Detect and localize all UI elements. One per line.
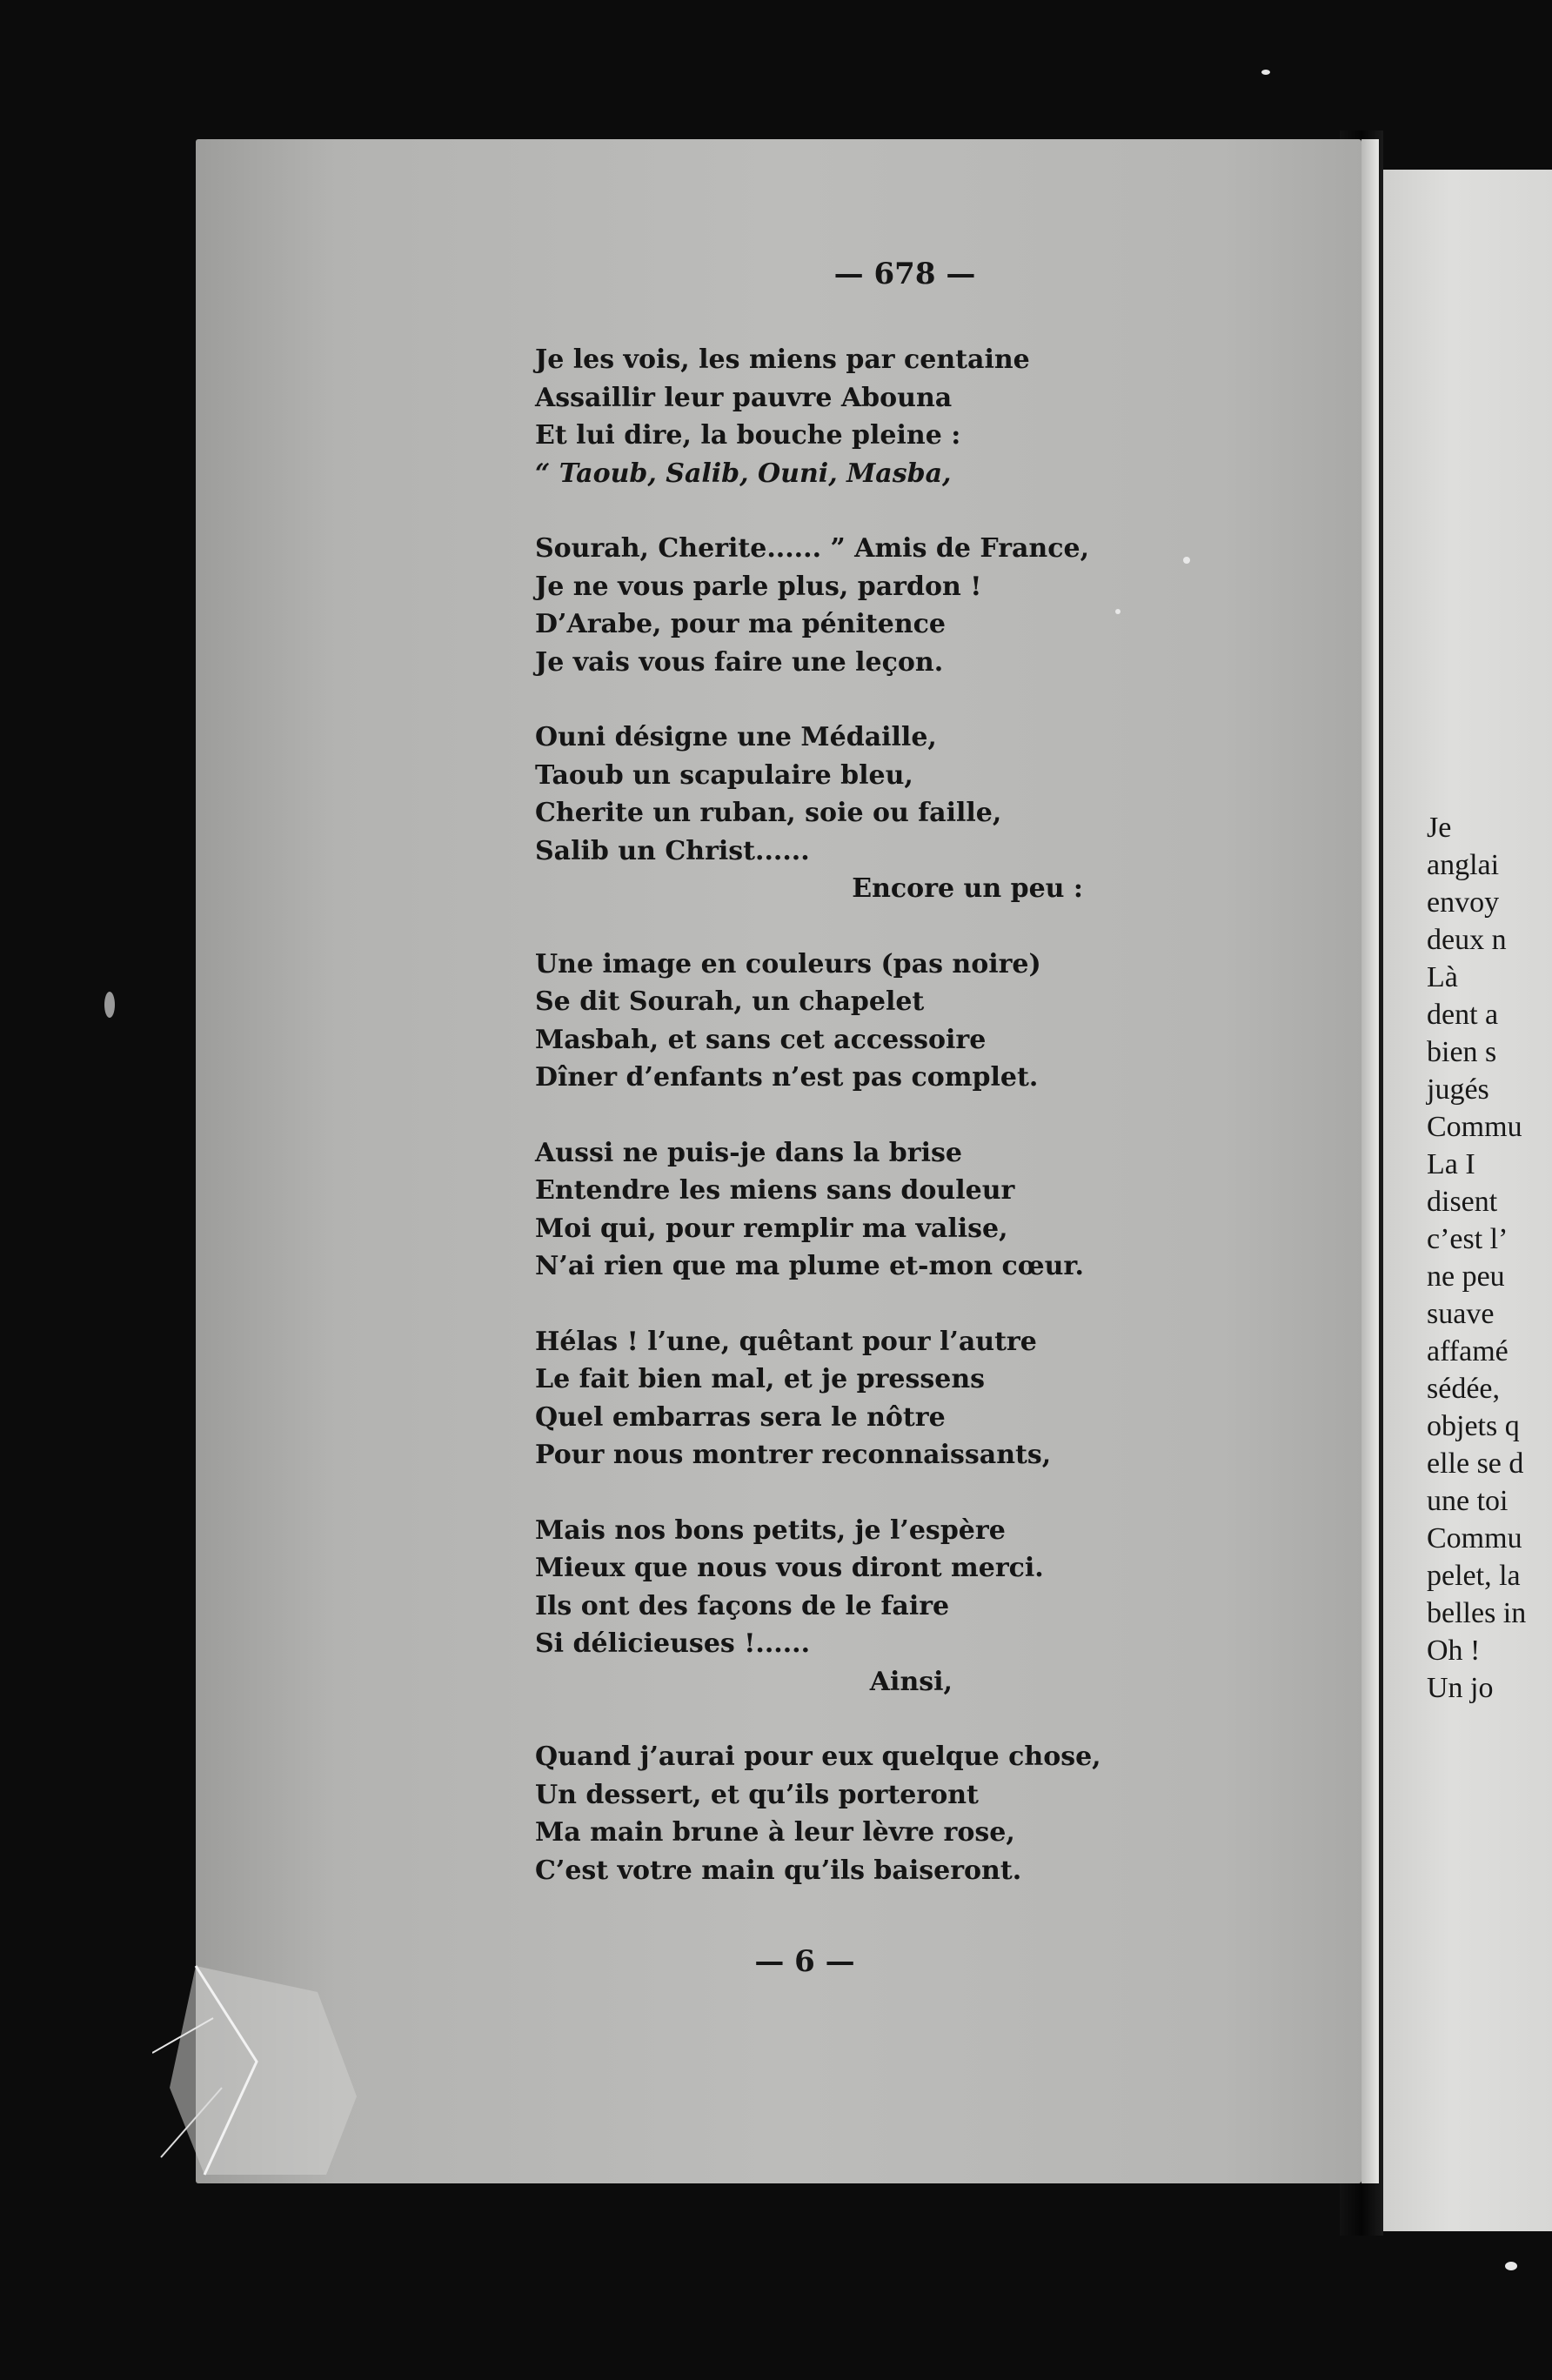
poem-line: Mais nos bons petits, je l’espère: [535, 1514, 1006, 1546]
poem-line: Ma main brune à leur lèvre rose,: [535, 1817, 1015, 1848]
poem-stanza: [535, 1512, 1092, 1701]
right-page-line: objets q: [1427, 1410, 1520, 1442]
poem-line: Ils ont des façons de le faire: [535, 1590, 950, 1621]
right-page-line: elle se d: [1427, 1447, 1524, 1480]
poem-line: Et lui dire, la bouche pleine :: [535, 420, 961, 451]
dust-speck: [104, 992, 115, 1018]
dust-speck: [1505, 2262, 1517, 2270]
poem-line: Si délicieuses !......: [535, 1628, 811, 1659]
poem-line: Masbah, et sans cet accessoire: [535, 1024, 987, 1055]
poem-line: Hélas ! l’une, quêtant pour l’autre: [535, 1326, 1037, 1357]
poem-line: “ Taoub, Salib, Ouni, Masba,: [535, 458, 952, 489]
poem-line: Aussi ne puis-je dans la brise: [535, 1137, 962, 1168]
poem-line: Le fait bien mal, et je pressens: [535, 1364, 986, 1394]
poem-line: Salib un Christ......: [535, 835, 810, 866]
poem-stanza: [535, 1134, 1092, 1286]
poem-line: Quel embarras sera le nôtre: [535, 1401, 946, 1433]
right-page-line: anglai: [1427, 849, 1500, 881]
dust-speck: [1183, 557, 1190, 564]
poem-line: Taoub un scapulaire bleu,: [535, 759, 913, 791]
right-page-line: dent a: [1427, 999, 1499, 1031]
poem-stanza: [535, 1323, 1092, 1474]
poem-line: Un dessert, et qu’ils porteront: [535, 1779, 979, 1810]
right-page-line: jugés: [1427, 1073, 1489, 1106]
poem-stanza: [535, 341, 1092, 492]
right-page-line: bien s: [1427, 1036, 1497, 1068]
poem-stanza: [535, 946, 1092, 1097]
poem-line: Je les vois, les miens par centaine: [535, 344, 1030, 375]
right-page-line: ne peu: [1427, 1260, 1505, 1293]
poem-line: Je ne vous parle plus, pardon !: [535, 571, 982, 602]
right-page-line: Commu: [1427, 1111, 1522, 1143]
poem-stanza: [535, 719, 1092, 908]
poem-line: Je vais vous faire une leçon.: [535, 646, 944, 678]
right-page-line: Je: [1427, 812, 1452, 844]
poem-line: Ainsi,: [869, 1666, 953, 1697]
poem-line: D’Arabe, pour ma pénitence: [535, 609, 946, 639]
poem-line: C’est votre main qu’ils baiseront.: [535, 1855, 1022, 1886]
dust-speck: [1115, 609, 1121, 614]
poem-line: Se dit Sourah, un chapelet: [535, 986, 925, 1017]
right-page-line: pelet, la: [1427, 1560, 1521, 1592]
right-page-line: Un jo: [1427, 1672, 1494, 1704]
torn-corner: [152, 1957, 370, 2183]
poem-line: Entendre les miens sans douleur: [535, 1175, 1015, 1206]
right-page-line: affamé: [1427, 1335, 1509, 1367]
right-page-text: [1427, 809, 1552, 1707]
right-page-line: une toi: [1427, 1485, 1509, 1517]
poem-line: Dîner d’enfants n’est pas complet.: [535, 1062, 1039, 1093]
right-page-line: Là: [1427, 961, 1458, 993]
poem-line: Mieux que nous vous diront merci.: [535, 1553, 1044, 1583]
right-page-line: c’est l’: [1427, 1223, 1509, 1255]
right-page-line: belles in: [1427, 1597, 1527, 1629]
right-page-line: disent: [1427, 1186, 1498, 1218]
right-page-line: envoy: [1427, 886, 1500, 919]
dust-speck: [1261, 70, 1270, 75]
right-page-line: sédée,: [1427, 1373, 1501, 1405]
poem: [535, 341, 1101, 1927]
poem-line: Encore un peu :: [852, 873, 1083, 904]
right-page-line: Oh !: [1427, 1635, 1481, 1667]
right-page-line: suave: [1427, 1298, 1495, 1330]
poem-line: Assaillir leur pauvre Abouna: [535, 382, 953, 413]
poem-line: Quand j’aurai pour eux quelque chose,: [535, 1742, 1101, 1772]
poem-stanza: [535, 530, 1092, 681]
poem-line: Sourah, Cherite...... ” Amis de France,: [535, 533, 1090, 564]
poem-line: Cherite un ruban, soie ou faille,: [535, 798, 1002, 828]
right-page-line: Commu: [1427, 1522, 1522, 1554]
poem-line: Une image en couleurs (pas noire): [535, 948, 1041, 979]
right-page-line: deux n: [1427, 924, 1507, 956]
poem-line: Pour nous montrer reconnaissants,: [535, 1440, 1052, 1470]
page-footer-number: — 6 —: [754, 1944, 855, 1979]
right-page-line: La I: [1427, 1148, 1475, 1180]
poem-stanza: [535, 1738, 1101, 1889]
poem-line: Ouni désigne une Médaille,: [535, 722, 937, 752]
poem-line: N’ai rien que ma plume et-mon cœur.: [535, 1251, 1084, 1281]
poem-line: Moi qui, pour remplir ma valise,: [535, 1213, 1008, 1244]
page-header-number: — 678 —: [833, 257, 976, 291]
